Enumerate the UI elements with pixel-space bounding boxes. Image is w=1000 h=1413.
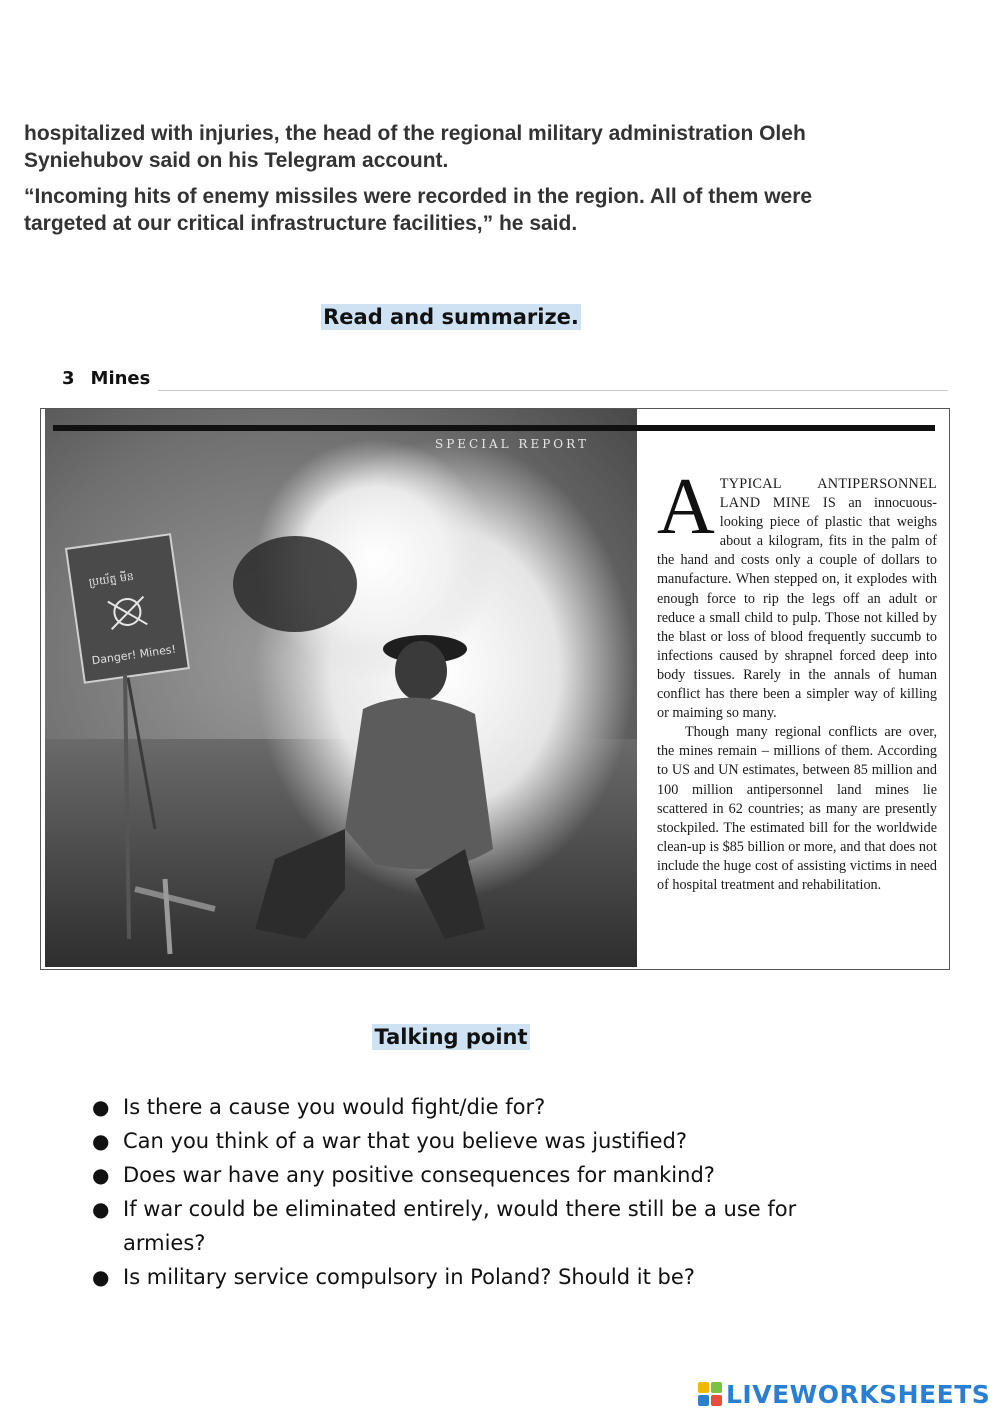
talking-point-heading: [0, 1025, 902, 1049]
intro-paragraph-1: hospitalized with injuries, the head of the regional military administration Oleh Syniehubov said on his Telegram account.: [24, 122, 806, 172]
liveworksheets-logo[interactable]: [698, 1376, 990, 1412]
talking-point-heading-text: Talking point: [374, 1025, 528, 1049]
list-item: [92, 1260, 882, 1294]
bullet-icon: ●: [92, 1265, 110, 1289]
bullet-icon: ●: [92, 1163, 110, 1187]
article-paragraph-2: Though many regional conflicts are over, the mines remain – millions of them. According to US and UN estimates, between 85 million and 100 million antipersonnel land mines lie scattered in 62 countries; as many are presently stockpiled. The estimated bill for the worldwide clean-up is $85 billion or more, and that does not include the huge cost of assisting victims in need of hospital treatment and rehabilitation.: [657, 724, 937, 893]
deminer-photo: [45, 409, 637, 967]
article-body: [657, 463, 937, 895]
bullet-icon: ●: [92, 1197, 110, 1221]
list-item: [92, 1192, 882, 1260]
sign-danger-text: Danger! Mines!: [90, 642, 177, 668]
list-item: [92, 1090, 882, 1124]
section-divider: [158, 390, 948, 391]
debris-cloud: [233, 536, 357, 632]
list-item: [92, 1158, 882, 1192]
logo-text: LIVEWORKSHEETS: [726, 1379, 991, 1409]
question-text: If war could be eliminated entirely, would there still be a use for armies?: [123, 1197, 797, 1255]
section-title-text: Mines: [90, 368, 151, 389]
bullet-icon: ●: [92, 1095, 110, 1119]
read-heading-text: Read and summarize.: [323, 305, 579, 329]
bullet-icon: ●: [92, 1129, 110, 1153]
photo-illustration: [45, 409, 637, 967]
paragraph-1-text: an innocuous-looking piece of plastic that weighs about a kilogram, fits in the palm of the hand and costs only a couple of dollars to manufacture. When stepped on, it explodes with enough force to rip the legs off an adult or reduce a small child to pulp. Those not killed by the blast or loss of blood frequently succumb to infections caused by shrapnel forced deep into body tissues. Rarely in the annals of human conflict has there been a simpler way of killing or maiming so many.: [657, 495, 937, 722]
special-report-kicker: SPECIAL REPORT: [435, 437, 589, 451]
section-number: 3: [62, 368, 75, 389]
article-paragraph-1: [657, 463, 937, 723]
lead-caps: TYPICAL ANTIPERSONNEL LAND MINE IS: [719, 476, 937, 512]
intro-text: [24, 120, 874, 246]
discussion-questions: [92, 1090, 882, 1294]
article-clipping: [40, 408, 950, 970]
article-top-rule: [53, 425, 935, 431]
question-text: Does war have any positive consequences for mankind?: [123, 1163, 715, 1187]
question-text: Can you think of a war that you believe was justified?: [123, 1129, 687, 1153]
question-text: Is there a cause you would fight/die for?: [123, 1095, 546, 1119]
section-title: [62, 368, 150, 389]
read-and-summarize-heading: [0, 305, 902, 329]
sign-khmer-text: ប្រយ័ត្ន មីន: [88, 569, 135, 589]
intro-paragraph-2: “Incoming hits of enemy missiles were recorded in the region. All of them were targeted at our critical infrastructure facilities,” he said.: [24, 185, 813, 235]
liveworksheets-icon: [698, 1382, 722, 1406]
list-item: [92, 1124, 882, 1158]
question-text: Is military service compulsory in Poland? Should it be?: [123, 1265, 695, 1289]
drop-cap: A: [657, 463, 715, 551]
